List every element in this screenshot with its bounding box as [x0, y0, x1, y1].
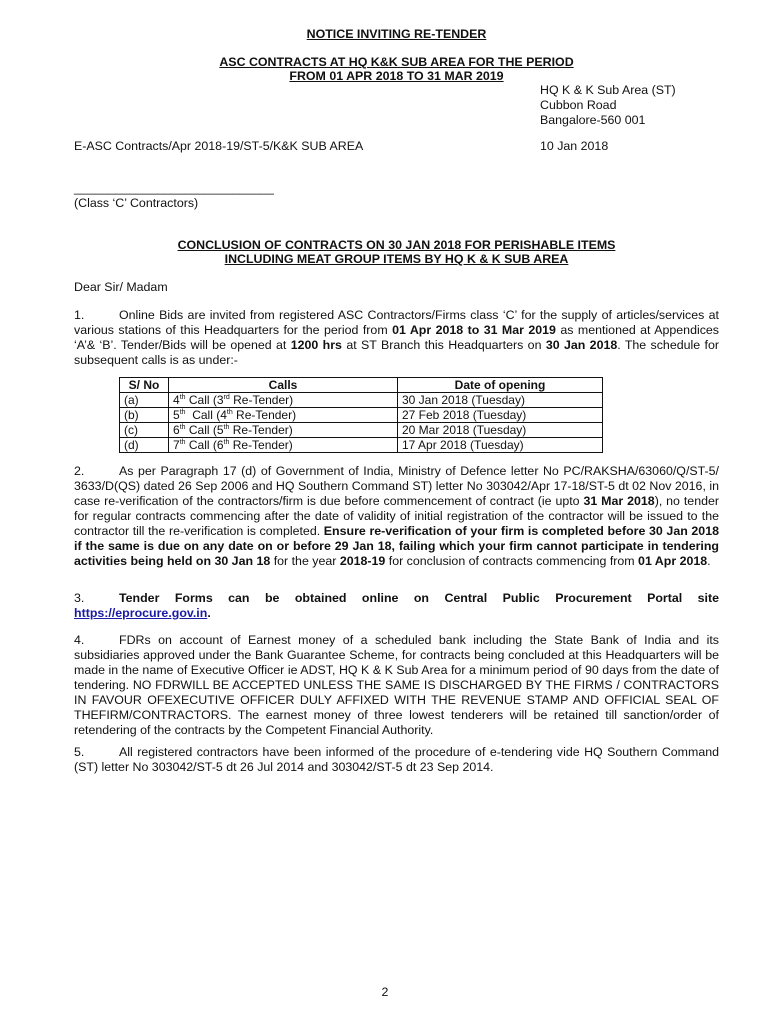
notice-subtitle-line2: FROM 01 APR 2018 TO 31 MAR 2019: [289, 69, 504, 83]
paragraph-text: ), no tender for regular contracts commencing after the date of validity of initial registration of the contractor will be issued to the contractor till the re-verification is completed.: [74, 494, 719, 538]
paragraph-text: Online Bids are invited from registered ASC Contractors/Firms class ‘C’ for the supply of articles/services at various stations of this Headquarters for the period from: [74, 308, 719, 337]
addressee-label: (Class ‘C’ Contractors): [74, 196, 199, 210]
column-header-sno: S/ No: [120, 378, 169, 393]
call-text: Call (3: [185, 392, 224, 407]
column-header-date: Date of opening: [398, 378, 603, 393]
paragraph-bold: Tender Forms can be obtained online on Central Public Procurement Portal site: [119, 591, 719, 605]
schedule-table: [119, 377, 603, 453]
call-text: Re-Tender): [229, 422, 293, 437]
cell-date: 17 Apr 2018 (Tuesday): [398, 438, 603, 453]
table-row: [120, 393, 603, 408]
ordinal-suffix: th: [179, 438, 186, 446]
paragraph-text: for conclusion of contracts commencing from: [385, 554, 639, 568]
call-number: 5: [173, 407, 180, 422]
paragraph-text: for the year: [270, 554, 340, 568]
subject-line2: INCLUDING MEAT GROUP ITEMS BY HQ K & K SUB AREA: [224, 252, 569, 266]
call-number: 6: [173, 422, 180, 437]
call-text: Call (6: [185, 437, 224, 452]
paragraph-number: 3.: [74, 591, 85, 605]
paragraph-5: [74, 745, 719, 775]
paragraph-3: [74, 591, 719, 621]
ordinal-suffix: th: [223, 423, 230, 431]
eprocure-link[interactable]: https://eprocure.gov.in: [74, 606, 208, 620]
call-text: Call (5: [185, 422, 224, 437]
paragraph-bold: 30 Jan 2018: [545, 338, 618, 352]
paragraph-text: As per Paragraph 17 (d) of Government of India, Ministry of Defence letter No PC/RAKSHA/63060/Q/ST-5/ 3633/D(QS) dated 26 Sep 2006 and HQ Southern Command ST) letter No 303042/Apr 17-18/ST-5 dt 02 Nov 2016, in case re-verification of the contractors/firm is due before commencement of contract (ie upto: [74, 464, 719, 508]
addressee-blank-line: _____________________________: [74, 181, 274, 195]
address-line: Bangalore-560 001: [540, 113, 646, 127]
table-row: [120, 438, 603, 453]
cell-date: 30 Jan 2018 (Tuesday): [398, 393, 603, 408]
paragraph-2: [74, 464, 719, 569]
call-text: Re-Tender): [229, 437, 293, 452]
call-number: 7: [173, 437, 180, 452]
cell-call: [169, 423, 398, 438]
cell-call: [169, 438, 398, 453]
paragraph-text: FDRs on account of Earnest money of a scheduled bank including the State Bank of India and its subsidiaries approved under the Bank Guarantee Scheme, for contracts being concluded at this Headquarters will be made in the name of Executive Officer ie ADST, HQ K & K Sub Area for a minimum period of 90 days from the date of tendering. NO FDRWILL BE ACCEPTED UNLESS THE SAME IS DISCHARGED BY THE FIRMS / CONTRACTORS IN FAVOUR OFEXECUTIVE OFFICER DULY AFFIXED WITH THE REVENUE STAMP AND OFFICIAL SEAL OF THEFIRM/CONTRACTORS. The earnest money of three lowest tenderers will be retained till sanction/order of retendering of the contracts by the Competent Financial Authority.: [74, 633, 719, 737]
call-text: Call (4: [185, 407, 227, 422]
notice-subtitle-line1: ASC CONTRACTS AT HQ K&K SUB AREA FOR THE PERIOD: [219, 55, 574, 69]
ordinal-suffix: th: [179, 423, 186, 431]
call-number: 4: [173, 392, 180, 407]
paragraph-text: at ST Branch this Headquarters on: [341, 338, 546, 352]
cell-sno: (d): [120, 438, 169, 453]
cell-sno: (c): [120, 423, 169, 438]
paragraph-text: .: [707, 554, 711, 568]
cell-date: 27 Feb 2018 (Tuesday): [398, 408, 603, 423]
salutation: Dear Sir/ Madam: [74, 280, 168, 294]
sender-address: [540, 83, 720, 128]
paragraph-text: as mentioned at Appendices ‘A’& ‘B’. Tender/Bids will be opened at: [74, 323, 719, 352]
cell-call: [169, 393, 398, 408]
ordinal-suffix: th: [179, 393, 186, 401]
table-row: [120, 423, 603, 438]
paragraph-bold: 1200 hrs: [290, 338, 342, 352]
address-line: HQ K & K Sub Area (ST): [540, 83, 676, 97]
paragraph-number: 4.: [74, 633, 85, 647]
cell-call: [169, 408, 398, 423]
paragraph-number: 1.: [74, 308, 85, 322]
paragraph-text: . The schedule for subsequent calls is as under:-: [74, 338, 719, 367]
ordinal-suffix: th: [179, 408, 186, 416]
reference-number: E-ASC Contracts/Apr 2018-19/ST-5/K&K SUB AREA: [74, 139, 364, 153]
table-row: [120, 408, 603, 423]
cell-sno: (b): [120, 408, 169, 423]
subject-line1: CONCLUSION OF CONTRACTS ON 30 JAN 2018 FOR PERISHABLE ITEMS: [177, 238, 616, 252]
paragraph-bold: 01 Apr 2018: [638, 554, 708, 568]
page-number: 2: [381, 985, 389, 999]
cell-sno: (a): [120, 393, 169, 408]
ordinal-suffix: th: [226, 408, 233, 416]
call-text: Re-Tender): [232, 407, 297, 422]
call-text: Re-Tender): [229, 392, 294, 407]
paragraph-text: All registered contractors have been informed of the procedure of e-tendering vide HQ Southern Command (ST) letter No 303042/ST-5 dt 26 Jul 2014 and 303042/ST-5 dt 23 Sep 2014.: [74, 745, 719, 774]
notice-title: NOTICE INVITING RE-TENDER: [306, 27, 487, 41]
paragraph-number: 5.: [74, 745, 85, 759]
paragraph-text: .: [207, 606, 211, 620]
paragraph-bold: 01 Apr 2018 to 31 Mar 2019: [392, 323, 556, 337]
paragraph-4: [74, 633, 719, 738]
cell-date: 20 Mar 2018 (Tuesday): [398, 423, 603, 438]
paragraph-bold: 31 Mar 2018: [583, 494, 655, 508]
table-header-row: [120, 378, 603, 393]
column-header-calls: Calls: [169, 378, 398, 393]
paragraph-bold: Ensure re-verification of your firm is completed before 30 Jan 2018 if the same is due on any date on or before 29 Jan 18, failing which your firm cannot participate in tendering activities being held on 30 Jan 18: [74, 524, 719, 568]
address-line: Cubbon Road: [540, 98, 617, 112]
ordinal-suffix: th: [223, 438, 230, 446]
paragraph-1: [74, 308, 719, 368]
reference-line: [74, 139, 719, 154]
ordinal-suffix: rd: [223, 393, 230, 401]
paragraph-bold: 2018-19: [339, 554, 386, 568]
letter-date: 10 Jan 2018: [540, 139, 609, 153]
paragraph-number: 2.: [74, 464, 85, 478]
